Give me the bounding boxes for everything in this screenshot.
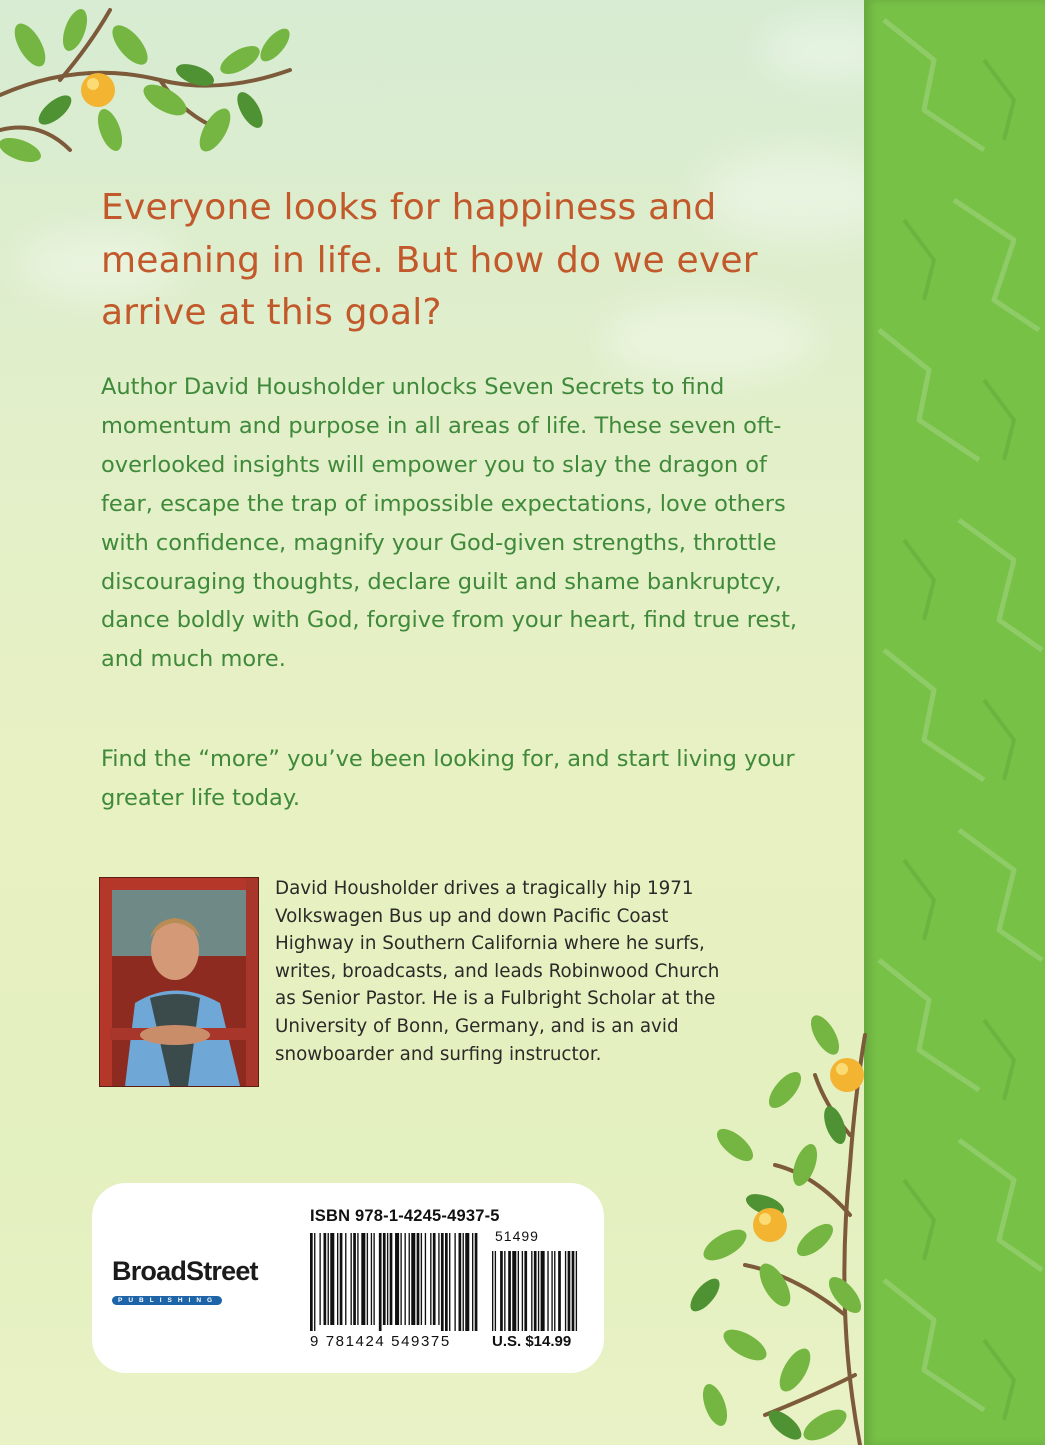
barcode-bar: [353, 1233, 356, 1325]
headline: Everyone looks for happiness and meaning in life. But how do we ever arrive at this goal?: [101, 187, 758, 333]
publisher-logo: [112, 1256, 292, 1306]
barcode-bar: [449, 1233, 450, 1331]
barcode-bar: [383, 1233, 386, 1325]
barcode-bar: [340, 1233, 343, 1325]
barcode-bar: [417, 1233, 420, 1325]
barcode-addon-bar: [541, 1251, 545, 1331]
barcode-addon-bar: [531, 1251, 532, 1331]
barcode-bar: [409, 1233, 410, 1325]
barcode-bar: [390, 1233, 393, 1325]
barcode-addon-bar: [495, 1251, 496, 1331]
orange-tree-bottom-right: [685, 1015, 885, 1445]
barcode-bar: [475, 1233, 478, 1331]
barcode-addon-bar: [524, 1251, 527, 1331]
barcode-bar: [400, 1233, 401, 1325]
barcode-addon-bar: [534, 1251, 537, 1331]
barcode-addon-bar: [547, 1251, 548, 1331]
isbn-label: ISBN 978-1-4245-4937-5: [310, 1207, 500, 1225]
author-bio: David Housholder drives a tragically hip 1971 Volkswagen Bus up and down Pacific Coast Highway in Southern California where he surfs, writes, broadcasts, and leads Robinwood Church as Senior Pastor. He is a Fulbright Scholar at the University of Bonn, Germany, and is an avid snowboarder and surfing instructor.: [275, 878, 720, 1065]
barcode-bar: [367, 1233, 368, 1325]
barcode-panel: [92, 1183, 604, 1373]
publisher-name: BroadStreet: [112, 1256, 258, 1286]
barcode-addon-bar: [554, 1251, 555, 1331]
barcode-addon-bar: [492, 1251, 493, 1331]
author-photo: [100, 878, 258, 1086]
barcode-bar: [445, 1233, 448, 1331]
price-code: 51499: [495, 1228, 539, 1244]
barcode-addon-bar: [576, 1251, 577, 1331]
barcode-bar: [395, 1233, 399, 1325]
barcode-bar: [405, 1233, 406, 1325]
barcode-bar: [433, 1233, 436, 1325]
barcode-bar: [430, 1233, 431, 1325]
barcode-bar: [411, 1233, 415, 1325]
barcode-bar: [438, 1233, 439, 1325]
spine-pattern: [864, 0, 1045, 1445]
call-to-action: Find the “more” you’ve been looking for, and start living your greater life today.: [101, 746, 795, 811]
barcode-addon-bar: [518, 1251, 519, 1331]
barcode-addon-bar: [538, 1251, 539, 1331]
barcode-addon-bar: [558, 1251, 561, 1331]
barcode-bar: [459, 1233, 462, 1331]
barcode-addon-bar: [568, 1251, 571, 1331]
barcode-bar: [330, 1233, 334, 1325]
barcode-bar: [314, 1233, 315, 1331]
barcode-bar: [357, 1233, 358, 1325]
barcode-bar: [337, 1233, 338, 1325]
barcode-bar: [361, 1233, 365, 1325]
barcode-bar: [371, 1233, 372, 1325]
barcode-bar: [345, 1233, 346, 1325]
barcode-addon-bar: [551, 1251, 552, 1331]
barcode-bar: [425, 1233, 426, 1325]
barcode-addon-bar: [508, 1251, 511, 1331]
barcode-addon-bar: [572, 1251, 575, 1331]
publisher-subtitle: PUBLISHING: [112, 1296, 222, 1305]
barcode-addon-bar: [522, 1251, 523, 1331]
barcode-addon-bar: [512, 1251, 516, 1331]
price: U.S. $14.99: [492, 1333, 572, 1350]
barcode-bar: [379, 1233, 382, 1331]
barcode-bar: [454, 1233, 455, 1331]
barcode: [310, 1233, 580, 1331]
barcode-bar: [310, 1233, 313, 1331]
barcode-addon-bar: [500, 1251, 503, 1331]
barcode-bar: [387, 1233, 388, 1325]
barcode-bar: [373, 1233, 374, 1325]
author-portrait-illustration: [100, 878, 258, 1086]
barcode-digits: 9 781424 549375: [310, 1333, 451, 1350]
barcode-bar: [465, 1233, 469, 1331]
barcode-bar: [472, 1233, 473, 1331]
barcode-bar: [319, 1233, 320, 1325]
barcode-bar: [324, 1233, 327, 1325]
barcode-addon-bar: [565, 1251, 566, 1331]
barcode-bar: [441, 1233, 444, 1331]
barcode-addon-bar: [504, 1251, 505, 1331]
barcode-bar: [421, 1233, 422, 1325]
orange-branch-top-left: [0, 0, 300, 175]
spine: [864, 0, 1045, 1445]
barcode-bar: [463, 1233, 464, 1331]
book-description: Author David Housholder unlocks Seven Secrets to find momentum and purpose in all areas of life. These seven oft-overlooked insights will empower you to slay the dragon of fear, escape the trap of impossible expectations, love others with confidence, magnify your God-given strengths, throttle discouraging thoughts, declare guilt and shame bankruptcy, dance boldly with God, forgive from your heart, find true rest, and much more.: [101, 374, 798, 673]
barcode-bar: [328, 1233, 329, 1325]
barcode-bar: [351, 1233, 352, 1325]
